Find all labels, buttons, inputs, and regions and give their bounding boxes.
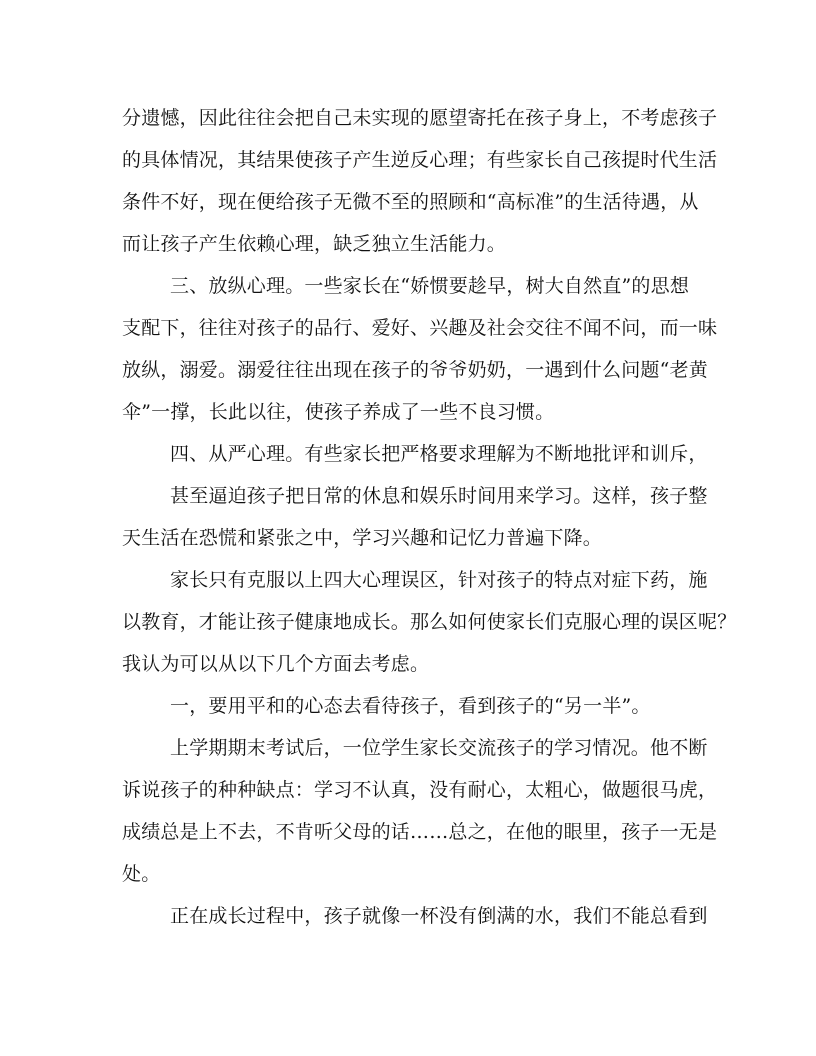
- paragraph-first-line: 一，要用平和的心态去看待孩子，看到孩子的“另一半”。: [170, 695, 651, 717]
- text-line: 天生活在恐慌和紧张之中，学习兴趣和记忆力普遍下降。: [122, 527, 603, 549]
- paragraph-first-line: 家长只有克服以上四大心理误区，针对孩子的特点对症下药，施: [170, 569, 708, 591]
- text-line: 的具体情况，其结果使孩子产生逆反心理；有些家长自己孩提时代生活: [122, 149, 718, 171]
- paragraph-first-line: 上学期期末考试后，一位学生家长交流孩子的学习情况。他不断: [170, 737, 708, 759]
- text-line: 支配下，往往对孩子的品行、爱好、兴趣及社会交往不闻不问，而一味: [122, 317, 718, 339]
- text-line: 诉说孩子的种种缺点：学习不认真，没有耐心，太粗心，做题很马虎，: [122, 779, 718, 801]
- text-line: 我认为可以从以下几个方面去考虑。: [122, 653, 430, 675]
- text-line: 伞”一撑，长此以往，使孩子养成了一些不良习惯。: [122, 401, 555, 423]
- text-line: 条件不好，现在便给孩子无微不至的照顾和“高标准”的生活待遇，从: [122, 191, 699, 213]
- text-line: 成绩总是上不去，不肯听父母的话……总之，在他的眼里，孩子一无是: [122, 821, 718, 843]
- text-line: 放纵，溺爱。溺爱往往出现在孩子的爷爷奶奶，一遇到什么问题“老黄: [122, 359, 708, 381]
- text-line: 分遗憾，因此往往会把自己未实现的愿望寄托在孩子身上，不考虑孩子: [122, 107, 718, 129]
- paragraph-first-line: 正在成长过程中，孩子就像一杯没有倒满的水，我们不能总看到: [170, 905, 708, 927]
- text-line: 而让孩子产生依赖心理，缺乏独立生活能力。: [122, 233, 507, 255]
- paragraph-first-line: 四、从严心理。有些家长把严格要求理解为不断地批评和训斥，: [170, 443, 708, 465]
- paragraph-first-line: 甚至逼迫孩子把日常的休息和娱乐时间用来学习。这样，孩子整: [170, 485, 708, 507]
- text-line: 处。: [122, 863, 161, 885]
- paragraph-first-line: 三、放纵心理。一些家长在“娇惯要趁早，树大自然直”的思想: [170, 275, 690, 297]
- text-line: 以教育，才能让孩子健康地成长。那么如何使家长们克服心理的误区呢？: [122, 611, 737, 633]
